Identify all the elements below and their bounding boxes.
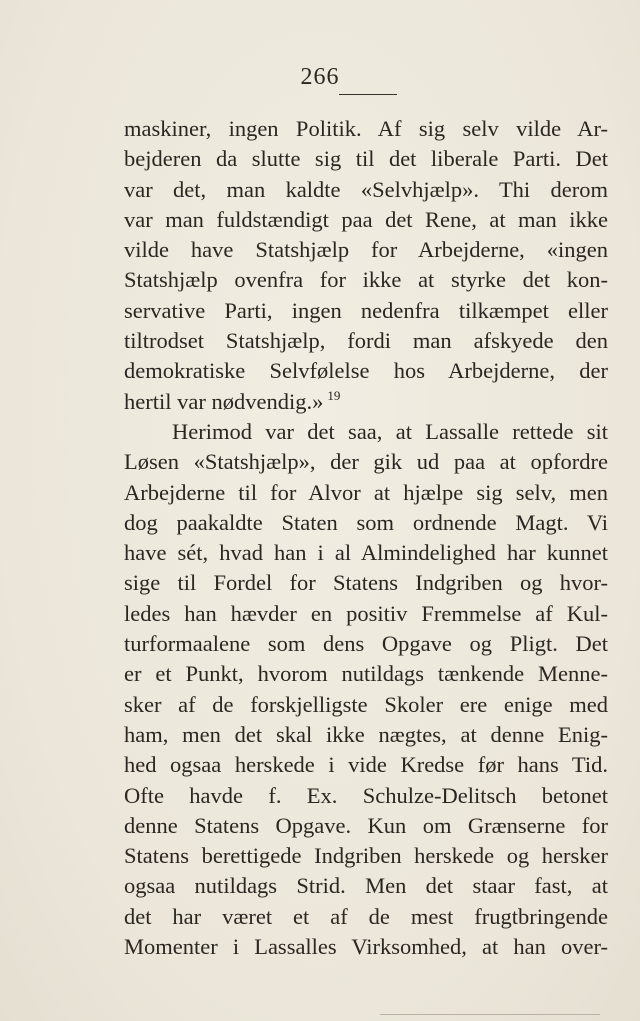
text-line-with-footnote — [124, 387, 608, 417]
text-line: tiltrodset Statshjælp, fordi man afskyede den — [124, 328, 608, 354]
text-line: Ofte havde f. Ex. Schulze-Delitsch betonet — [124, 782, 608, 808]
text-line: dog paakaldte Staten som ordnende Magt. Vi — [124, 509, 608, 535]
text-line: maskiner, ingen Politik. Af sig selv vilde Ar- — [124, 116, 608, 141]
text-line: Statshjælp ovenfra for ikke at styrke det kon- — [124, 267, 608, 293]
text-line: det har været et af de mest frugtbringende — [124, 903, 608, 929]
text-line: turformaalene som dens Opgave og Pligt. Det — [124, 631, 608, 657]
text-line: hertil var nødvendig.» — [124, 388, 324, 414]
page-edge-line — [380, 1014, 600, 1015]
text-line: hed ogsaa herskede i vide Kredse før hans Tid. — [124, 752, 608, 778]
text-line: Statens berettigede Indgriben herskede og hersker — [124, 843, 608, 869]
text-line: Løsen «Statshjælp», der gik ud paa at opfordre — [124, 449, 608, 475]
text-line: ham, men det skal ikke nægtes, at denne Enig- — [124, 721, 608, 747]
page-number-rule — [339, 94, 397, 95]
text-line: sige til Fordel for Statens Indgriben og hvor- — [124, 570, 608, 596]
body-text — [124, 114, 608, 962]
text-line: sker af de forskjelligste Skoler ere enige med — [124, 691, 608, 717]
text-line: ogsaa nutildags Strid. Men det staar fast, at — [124, 873, 608, 899]
text-line: Arbejderne til for Alvor at hjælpe sig selv, men — [124, 479, 608, 505]
text-line: er et Punkt, hvorom nutildags tænkende Menne- — [124, 661, 608, 687]
text-line: have sét, hvad han i al Almindelighed har kunnet — [124, 540, 608, 566]
text-line: demokratiske Selvfølelse hos Arbejderne, der — [124, 358, 608, 384]
page-number: 266 — [300, 64, 340, 90]
text-line: var det, man kaldte «Selvhjælp». Thi derom — [124, 176, 608, 202]
footnote-marker[interactable]: 19 — [327, 387, 341, 403]
text-line: ledes han hævder en positiv Fremmelse af Kul- — [124, 600, 608, 626]
text-line: Herimod var det saa, at Lassalle rettede sit — [172, 418, 608, 444]
text-line: Momenter i Lassalles Virksomhed, at han over- — [124, 934, 608, 960]
text-line: servative Parti, ingen nedenfra tilkæmpet eller — [124, 297, 608, 323]
text-line: var man fuldstændigt paa det Rene, at man ikke — [124, 206, 608, 232]
text-line: denne Statens Opgave. Kun om Grænserne for — [124, 812, 608, 838]
text-line: bejderen da slutte sig til det liberale Parti. Det — [124, 146, 608, 172]
text-line: vilde have Statshjælp for Arbejderne, «ingen — [124, 237, 608, 263]
